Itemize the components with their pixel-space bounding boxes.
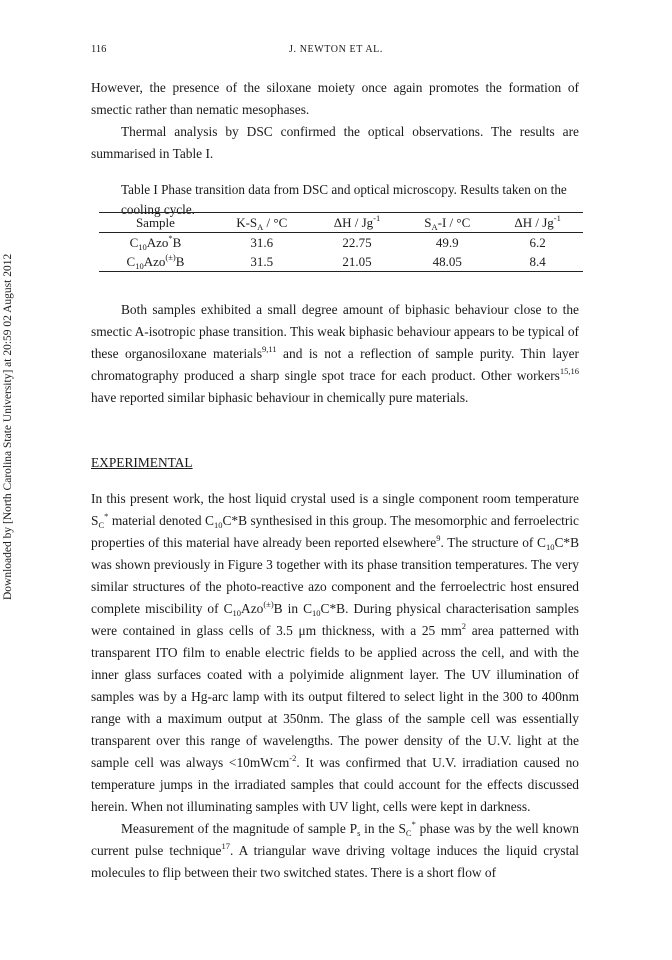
intro-section <box>91 77 579 165</box>
download-watermark <box>2 253 14 612</box>
paragraph-dsc: Thermal analysis by DSC confirmed the optical observations. The results are summarised in Table I. <box>91 124 579 161</box>
table-caption: Table I Phase transition data from DSC and optical microscopy. Results taken on the cooling cycle. <box>121 182 567 217</box>
paragraph-siloxane: However, the presence of the siloxane moiety once again promotes the formation of smectic rather than nematic mesophases. <box>91 80 579 117</box>
col-header-k-sa: $K-S_A / ^\circ C$ <box>212 213 312 233</box>
experimental-section <box>91 488 579 884</box>
biphasic-section <box>91 299 579 409</box>
table-header-row <box>99 213 583 233</box>
cell-sa-i: 48.05 <box>402 252 492 272</box>
cell-k-sa: 31.5 <box>212 252 312 272</box>
table-row <box>99 233 583 253</box>
col-header-dh1: ΔH / $Jg^{-1}$ <box>312 213 403 233</box>
section-heading-experimental: EXPERIMENTAL <box>91 455 193 470</box>
col-header-dh2: ΔH / $Jg^{-1}$ <box>492 213 583 233</box>
cell-sa-i: 49.9 <box>435 234 459 250</box>
paragraph-experimental: In this present work, the host liquid crystal used is a single component room temperature $S_C^*$ material denoted $C_{10}C*B$ synthesised in this group. The mesomorphic and ferroelectric properties of this material have already been reported elsewhere$^9$. The structure of $C_{10}C*B$ was shown previously in Figure 3 together with its phase transition temperatures. The very similar structures of the photo-reactive azo component and the ferroelectric host ensured complete miscibility of $C_{10}Azo^{(\pm)}B$ in $C_{10}C*B$. During physical characterisation samples were contained in glass cells of 3.5 μm thickness, with a 25 $mm^2$ area patterned with transparent ITO film to enable electric fields to be applied across the cell, and with the inner glass surfaces coated with a polyimide alignment layer. The UV illumination of samples was by a Hg-arc lamp with its output filtered to select light in the 300 to 400nm range with a maximum output at 350nm. The glass of the sample cell was essentially transparent over this range of wavelengths. The power density of the U.V. light at the sample cell was always <10mWcm$^{-2}$. It was confirmed that U.V. irradiation caused no temperature jumps in the irradiated samples that could account for the effects discussed herein. When not illuminating samples with UV light, cells were kept in darkness. <box>91 491 579 814</box>
cell-dh2: 6.2 <box>529 234 546 250</box>
cell-sample: $C_{10}Azo^{(\pm)}B$ <box>99 252 212 272</box>
col-header-sa-i: $S_A-I / ^\circ C$ <box>402 213 492 233</box>
paragraph-biphasic: Both samples exhibited a small degree amount of biphasic behaviour close to the smectic A-isotropic phase transition. This weak biphasic behaviour appears to be typical of these organosiloxane materials$^{9,11}$ and is not a reflection of sample purity. Thin layer chromatography produced a sharp single spot trace for each product. Other workers$^{15,16}$ have reported similar biphasic behaviour in chemically pure materials. <box>91 302 579 405</box>
page-number: 116 <box>91 44 107 55</box>
paragraph-measurement: Measurement of the magnitude of sample $P_s$ in the $S_C^*$ phase was by the well known current pulse technique$^{17}$. A triangular wave driving voltage induces the liquid crystal molecules to flip between their two switched states. There is a short flow of <box>91 819 580 880</box>
phase-transition-table <box>99 212 583 272</box>
table-row <box>99 252 583 272</box>
cell-dh2: 8.4 <box>492 252 583 272</box>
download-note: Downloaded by [North Carolina State University] at 20:59 02 August 2012 <box>2 253 14 600</box>
cell-k-sa: 31.6 <box>250 234 274 250</box>
cell-dh1: 21.05 <box>312 252 403 272</box>
col-header-sample: Sample <box>99 213 212 233</box>
cell-sample: $C_{10}Azo^*B$ <box>129 232 182 252</box>
cell-dh1: 22.75 <box>342 234 372 250</box>
running-title: J. NEWTON ET AL. <box>289 44 383 55</box>
